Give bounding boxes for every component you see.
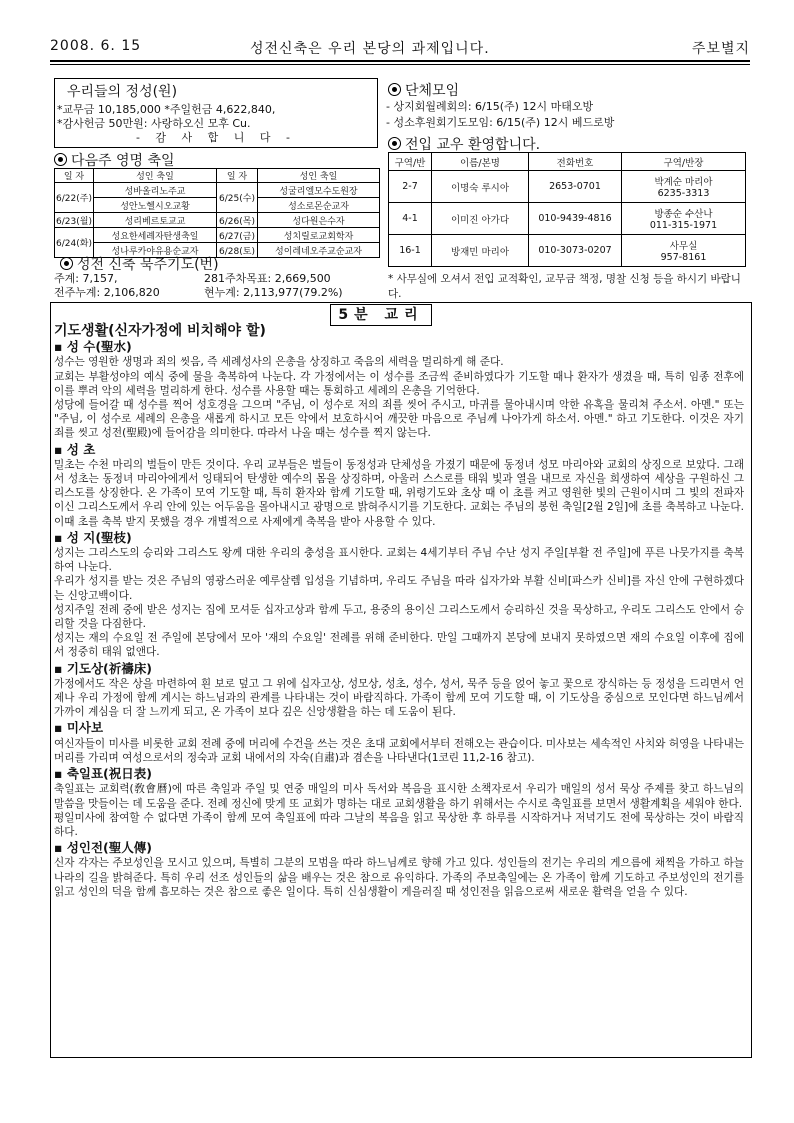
catechism-title: 기도생활(신자가정에 비치해야 할) (54, 323, 266, 339)
construction-total: 전주누계: 2,106,820 (54, 286, 160, 299)
feast-saint: 성바올리노주교 (94, 183, 217, 198)
phone-cell: 010-9439-4816 (529, 203, 622, 235)
newcomers-header-row (389, 153, 746, 171)
construction-week-target: 281주차목표: 2,669,500 (204, 272, 331, 285)
feast-saint: 성요한세례자탄생축일 (94, 228, 217, 243)
offering-line-1: *교무금 10,185,000 *주일헌금 4,622,840, (57, 103, 276, 116)
feast-saint: 성굴리엘모수도원장 (258, 183, 380, 198)
table-row (389, 203, 746, 235)
paragraph: 밀초는 수천 마리의 벌들이 만든 것이다. 우리 교부들은 벌들이 동정성과 단체성을 가졌기 때문에 동정녀 성모 마리아와 교회의 상징으로 보았다. 그래서 성초는 동정녀 마리아에게서 잉태되어 탄생한 예수의 몸을 상징하며, 아울러 스스로를 태워 빛과 열을 내므로 자신을 희생하여 세상을 구원하신 그리스도를 상징한다. 온 가족이 모여 기도할 때, 특히 환자와 함께 기도할 때, 위령기도와 초상 때 이 초를 켜고 영원한 빛의 근원이시며 그 빛의 전파자이신 그리스도께서 우리 안에 있는 어두움을 몰아내시고 광명으로 밝혀주시기를 기도한다. 교회는 주님의 봉헌 축일[2월 2일]에 초를 축복하고 나눈다. 이때 초를 축복 받지 못했을 경우 개별적으로 사제에게 축복을 받아 사용할 수 있다. (54, 458, 744, 528)
newcomers-heading (388, 134, 540, 154)
paragraph: 축일표는 교회력(敎會曆)에 따른 축일과 주일 및 연중 매일의 미사 독서와 복음을 표시한 소책자로서 우리가 매일의 성서 묵상 주제를 찾고 하느님의 말씀을 맛들이는 데 도움을 준다. 전례 정신에 맞게 또 교회가 명하는 대로 교회생활을 하기 위해서는 수시로 축일표를 보면서 생활계획을 세워야 한다. (54, 783, 744, 810)
table-row (55, 213, 380, 228)
feast-date: 6/25(수) (217, 183, 258, 213)
groups-heading (388, 80, 459, 100)
section-heading: ▪ 미사보 (54, 721, 744, 735)
name-cell: 이명숙 루시아 (432, 171, 529, 203)
name-cell: 방재민 마리아 (432, 235, 529, 267)
paragraph: 교회는 부활성야의 예식 중에 물을 축복하여 나눈다. 각 가정에서는 이 성수를 조금씩 준비하였다가 기도할 때나 환자가 생겼을 때, 특히 임종 전후에 이를 뿌려 악의 세력을 멀리하게 한다. 성수를 사용할 때는 통회하고 세례의 은총을 기억한다. (54, 370, 744, 397)
phone-cell: 010-3073-0207 (529, 235, 622, 267)
paragraph: 성당에 들어갈 때 성수를 찍어 성호경을 그으며 "주님, 이 성수로 저의 죄를 씻어 주시고, 마귀를 물아내시며 악한 유혹을 물리쳐 주소서. 아멘." 또는 "주님, 이 성수로 세례의 은총을 새롭게 하시고 모든 악에서 보호하시어 깨끗한 마음으로 주님께 나아가게 하소서. 아멘." 하고 기도한다. 이것은 자기 죄를 씻고 성전(聖殿)에 들어감을 의미한다. 따라서 나올 때는 성수를 찍지 않는다. (54, 399, 744, 440)
col-header: 구역/반 (389, 153, 432, 171)
paragraph: 성지는 그리스도의 승리와 그리스도 왕께 대한 우리의 충성을 표시한다. 교회는 4세기부터 주님 수난 성지 주일[부활 전 주일]에 푸른 나뭇가지를 축복하여 나눈다. (54, 547, 744, 574)
table-row (389, 235, 746, 267)
paragraph: 신자 각자는 주보성인을 모시고 있으며, 특별히 그분의 모범을 따라 하느님께로 향해 가고 있다. 성인들의 전기는 우리의 게으름에 채찍을 가하고 하늘나라의 길을 밝혀준다. 특히 우리 선조 성인들의 삶을 배우는 것은 참으로 유익하다. 가족의 주보축일에는 온 가족이 함께 기도하고 주보성인의 전기를 읽고 성인의 덕을 함께 흠모하는 것은 참으로 좋은 일이다. 특히 신심생활이 게을러질 때 성인전을 읽음으로써 새로운 활력을 얻을 수 있다. (54, 857, 744, 898)
paragraph: 성지는 재의 수요일 전 주일에 본당에서 모아 '재의 수요일' 전례를 위해 준비한다. 만일 그때까지 본당에 보내지 못하였으면 재의 수요일 이후에 집에서 정중히 태워 없앤다. (54, 632, 744, 659)
bullet-circle-icon (388, 137, 401, 150)
paragraph: 평일미사에 참여할 수 없다면 가족이 함께 모여 축일표에 따라 그날의 복음을 읽고 묵상한 후 하루를 시작하거나 저녁기도 전에 묵상하는 것이 바람직하다. (54, 811, 744, 838)
leader-phone: 6235-3313 (657, 188, 710, 199)
bullet-circle-icon (60, 257, 73, 270)
section-heading: ▪ 성 지(聖枝) (54, 531, 744, 545)
table-row (55, 183, 380, 198)
leader-name: 사무실 (669, 241, 698, 252)
leader-cell (622, 203, 746, 235)
leader-phone: 957-8161 (660, 252, 707, 263)
area-cell: 4-1 (389, 203, 432, 235)
bullet-circle-icon (54, 153, 67, 166)
feasts-col-date: 일 자 (217, 169, 258, 183)
feast-saint: 성나루카야유용순교자 (94, 243, 217, 258)
leader-name: 방종순 수산나 (654, 209, 713, 220)
bulletin-page-label: 주보별지 (691, 41, 750, 57)
list-item: - 성소후원회기도모임: 6/15(주) 12시 베드로방 (386, 116, 615, 129)
table-row (389, 171, 746, 203)
paragraph: 성지주일 전례 중에 받은 성지는 집에 모셔둔 십자고상과 함께 두고, 용중의 용이신 그리스도께서 승리하신 것을 묵상하고, 우리도 그리스도 안에서 승리할 것을 다짐한다. (54, 603, 744, 631)
offering-line-2: *감사헌금 50만원: 사랑하오신 모후 Cu. (57, 117, 251, 130)
newcomers-note: * 사무실에 오셔서 전입 교적확인, 교무금 책정, 명찰 신청 등을 하시기 바랍니다. (388, 273, 741, 300)
paragraph: 우리가 성지를 받는 것은 주님의 영광스러운 예루살렘 입성을 기념하며, 우리도 주님을 따라 십자가와 부활 신비[파스카 신비]를 자신 안에 구현하겠다는 신앙고백이다. (54, 575, 744, 602)
feast-date: 6/24(화) (55, 228, 94, 258)
leader-cell (622, 235, 746, 267)
feasts-title: 다음주 영명 축일 (71, 153, 175, 169)
offering-thanks: - 감 사 합 니 다 - (135, 131, 297, 144)
name-cell: 이미진 아가다 (432, 203, 529, 235)
area-cell: 16-1 (389, 235, 432, 267)
col-header: 구역/반장 (622, 153, 746, 171)
feasts-header-row (55, 169, 380, 183)
feast-date: 6/27(금) (217, 228, 258, 243)
bulletin-headline: 성전신축은 우리 본당의 과제입니다. (250, 41, 490, 57)
construction-current: 현누계: 2,113,977(79.2%) (204, 286, 343, 299)
area-cell: 2-7 (389, 171, 432, 203)
groups-title: 단체모임 (405, 83, 460, 99)
newcomers-table (388, 152, 746, 267)
bulletin-date: 2008. 6. 15 (50, 38, 142, 54)
col-header: 전화번호 (529, 153, 622, 171)
header-rule-thin (50, 64, 750, 65)
bullet-circle-icon (388, 83, 401, 96)
feasts-col-date: 일 자 (55, 169, 94, 183)
feast-saint: 성이레네오주교순교자 (258, 243, 380, 258)
feasts-heading (54, 150, 175, 170)
feasts-col-saint: 성인 축일 (258, 169, 380, 183)
col-header: 이름/본명 (432, 153, 529, 171)
feast-date: 6/28(토) (217, 243, 258, 258)
feast-date: 6/23(월) (55, 213, 94, 228)
feast-date: 6/22(주) (55, 183, 94, 213)
groups-list (386, 98, 756, 130)
feast-saint: 성리베르토교교 (94, 213, 217, 228)
construction-title: 성전 신축 묵주기도(번) (77, 257, 219, 273)
paragraph: 성수는 영원한 생명과 죄의 씻음, 즉 세례성사의 은총을 상징하고 죽음의 세력을 멀리하게 해 준다. (54, 356, 504, 369)
section-heading: ▪ 기도상(祈禱床) (54, 662, 744, 676)
paragraph: 가정에서도 작은 상을 마련하여 흰 보로 덮고 그 위에 십자고상, 성모상, 성초, 성수, 성서, 묵주 등을 얹어 놓고 꽃으로 장식하는 등 정성을 드리면서 언제나 우리 가정에 함께 계시는 하느님과의 관계를 나타내는 것이 바람직하다. 가족이 함께 모여 기도할 때, 이 기도상을 중심으로 모인다면 하느님께서 가까이 계심을 더 잘 느끼게 되고, 온 가족이 보다 깊은 신앙생활을 하는 데 도움이 된다. (54, 677, 744, 719)
section-heading: ▪ 성 초 (54, 443, 744, 457)
section-heading: ▪ 축일표(祝日表) (54, 767, 744, 781)
leader-name: 박계순 마리아 (654, 177, 713, 188)
feast-saint: 성다원은수자 (258, 213, 380, 228)
page-header (50, 38, 750, 58)
list-item: - 상지회월례회의: 6/15(주) 12시 마태오방 (386, 100, 594, 113)
table-row (55, 228, 380, 243)
catechism-body (54, 324, 744, 899)
paragraph: 여신자들이 미사를 비롯한 교회 전례 중에 머리에 수건을 쓰는 것은 초대 교회에서부터 전해오는 관습이다. 미사보는 세속적인 사치와 허영을 나타내는 머리를 가리며 여성으로서의 정숙과 교회 내에서의 자숙(自肅)과 겸손을 나타낸다(1코린 11,2-16 참고). (54, 737, 744, 764)
offering-box (54, 78, 378, 148)
leader-phone: 011-315-1971 (649, 220, 718, 231)
feasts-table (54, 168, 380, 258)
catechism-badge: 5분 교리 (330, 304, 432, 326)
header-rule (50, 60, 750, 62)
feasts-col-saint: 성인 축일 (94, 169, 217, 183)
feast-date: 6/26(목) (217, 213, 258, 228)
phone-cell: 2653-0701 (529, 171, 622, 203)
feast-saint: 성치릴로교회학자 (258, 228, 380, 243)
section-heading: ▪ 성 수(聖水) (54, 340, 744, 354)
section-heading: ▪ 성인전(聖人傳) (54, 841, 744, 855)
feast-saint: 성안노헬시오교황 (94, 198, 217, 213)
newcomers-title: 전입 교우 환영합니다. (405, 137, 541, 153)
offering-title: 우리들의 정성(원) (67, 84, 178, 100)
feast-saint: 성소로몬순교자 (258, 198, 380, 213)
leader-cell (622, 171, 746, 203)
construction-week: 주계: 7,157, (54, 272, 118, 285)
